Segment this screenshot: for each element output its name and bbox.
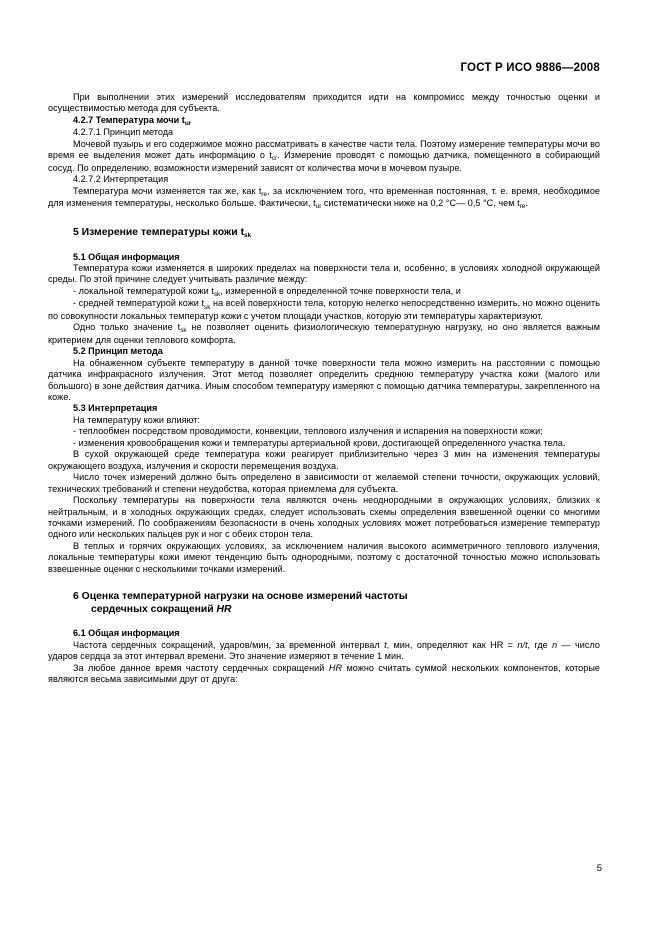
heading-section-6 <box>48 590 600 616</box>
paragraph-heart-rate-def-part3: , где <box>527 639 553 650</box>
symbol-n: n <box>552 639 558 650</box>
bullet-local-skin-temp-part2: , измеренной в определенной точке поверхности тела, и <box>220 285 461 296</box>
page-number: 5 <box>596 863 602 874</box>
paragraph-urine-interp-part2: , за исключением того, что временная постоянная, т. е. время, необходимое для изменения температуры, несколько больше. Фактически, t <box>48 185 600 209</box>
heading-4-2-7-subscript: ur <box>184 120 192 128</box>
paragraph-warm-environment: В теплых и горячих окружающих условиях, за исключением наличия высокого асимметричного теплового излучения, локальные температуры кожи имеют тенденцию быть однородными, поэтому с достаточной точностью можно использовать взвешенные оценки с несколькими точками измерений. <box>48 540 600 574</box>
heading-4-2-7-text: 4.2.7 Температура мочи t <box>73 114 185 125</box>
paragraph-urine-interp-part4: . <box>525 198 528 209</box>
paragraph-urine-principle-part2: . Измерение проводят с помощью датчика, помещенного в собирающий сосуд. По определению, возможности измерений зависят от количества мочи в мочевом пузыре. <box>48 150 600 173</box>
page-header: ГОСТ Р ИСО 9886—2008 <box>460 62 600 74</box>
paragraph-nonuniform-temps: Поскольку температуры на поверхности тела являются очень неоднородными в окружающих условиях, близких к нейтральным, и в холодных окружающих средах, следует использовать схемы определения взвешенной оценки со многими точками измерений. По соображениям безопасности в очень холодных условиях может потребоваться измерение температур одного или нескольких пальцев рук и ног с обеих сторон тела. <box>48 495 600 540</box>
bullet-mean-skin-temp-part1: - средней температурой кожи t <box>73 298 205 309</box>
subscript-ur: ur <box>315 203 322 211</box>
paragraph-heart-rate-def <box>48 640 600 663</box>
subscript-sk-2: sk <box>204 303 211 311</box>
bullet-heat-exchange: - теплообмен посредством проводимости, конвекции, теплового излучения и испарения на поверхности кожи; <box>73 426 543 437</box>
heading-section-5 <box>48 226 600 240</box>
paragraph-urine-principle-part1: Мочевой пузырь и его содержимое можно рассматривать в качестве части тела. Поэтому измерение температуры мочи во время ее выделения может дать информацию о t <box>48 138 600 161</box>
symbol-t: t <box>384 639 387 650</box>
bullet-local-skin-temp <box>48 286 600 298</box>
heading-section-6-line1: 6 Оценка температурной нагрузки на основе измерений частоты <box>73 591 408 603</box>
bullet-blood-circulation: - изменения кровообращения кожи и температуры артериальной крови, достигающей определенного участка тела. <box>73 437 566 448</box>
paragraph-skin-single-value <box>48 322 600 346</box>
heading-section-6-hr-symbol: HR <box>216 604 232 616</box>
heading-section-5-subscript: sk <box>244 231 252 239</box>
paragraph-interpretation-lead: На температуру кожи влияют: <box>73 414 200 425</box>
heading-section-6-line2 <box>73 603 600 616</box>
paragraph-skin-single-value-part2: не позволяет оценить физиологическую температурную нагрузку, но оно является важным критерием для оценки теплового комфорта. <box>48 322 600 345</box>
heading-6-1: 6.1 Общая информация <box>73 628 180 639</box>
paragraph-heart-rate-components-part1: За любое данное время частоту сердечных сокращений <box>73 662 329 673</box>
subscript-re-2: re <box>519 203 526 211</box>
paragraph-heart-rate-def-part2: , мин, определяют как HR = <box>386 639 518 650</box>
symbol-hr: HR <box>328 662 343 673</box>
subscript-sk-1: sk <box>213 291 221 299</box>
document-body <box>48 92 600 685</box>
paragraph-urine-interp-part3: систематически ниже на 0,2 °С— 0,5 °С, чем t <box>321 198 520 209</box>
heading-5-1: 5.1 Общая информация <box>73 251 180 262</box>
heading-5-2: 5.2 Принцип метода <box>73 346 163 357</box>
paragraph-heart-rate-def-part4: — число ударов сердца за этот интервал времени. Это значение измеряют в течение 1 мин. <box>48 639 600 662</box>
paragraph-number-of-points: Число точек измерений должно быть определено в зависимости от желаемой степени точности, окружающих условий, технических требований и степени неудобства, которая приемлема для субъекта. <box>48 472 600 494</box>
paragraph-urine-principle <box>48 139 600 174</box>
subscript-cr: cr <box>271 155 278 163</box>
paragraph-heart-rate-components <box>48 663 600 686</box>
paragraph-dry-environment: В сухой окружающей среде температура кожи реагирует приблизительно через 3 мин на изменения температуры окружающего воздуха, излучения и скорости перемещения воздуха. <box>48 449 600 471</box>
subscript-re-1: re <box>261 190 268 198</box>
paragraph-skin-general: Температура кожи изменяется в широких пределах на поверхности тела и, особенно, в условиях холодной окружающей среды. По этой причине следует учитывать различие между: <box>48 262 600 285</box>
bullet-mean-skin-temp <box>48 298 600 322</box>
heading-4-2-7-2: 4.2.7.2 Интерпретация <box>73 174 169 185</box>
bullet-local-skin-temp-part1: - локальной температурой кожи t <box>73 285 214 296</box>
heading-5-3: 5.3 Интерпретация <box>73 403 158 414</box>
paragraph-skin-single-value-part1: Одно только значение t <box>73 322 181 333</box>
symbol-n-over-t: n/t <box>517 639 528 650</box>
heading-4-2-7-1: 4.2.7.1 Принцип метода <box>73 127 174 138</box>
paragraph-intro: При выполнении этих измерений исследователям приходится идти на компромисс между точностью оценки и осуществимостью метода для субъекта. <box>48 92 600 114</box>
heading-4-2-7 <box>48 115 600 127</box>
paragraph-heart-rate-components-part2: можно считать суммой нескольких компонентов, которые являются весьма зависимыми друг от друга: <box>48 662 601 685</box>
subscript-sk-3: sk <box>180 327 187 335</box>
bullet-mean-skin-temp-part2: на всей поверхности тела, которую нелегко непосредственно измерить, но можно оценить по совокупности локальных температур кожи с учетом площади участков, которую эти температуры характеризуют. <box>48 298 600 321</box>
heading-section-5-text: 5 Измерение температуры кожи t <box>73 226 245 238</box>
paragraph-heart-rate-def-part1: Частота сердечных сокращений, ударов/мин, за временной интервал <box>73 639 385 650</box>
paragraph-urine-interpretation <box>48 186 600 211</box>
heading-section-6-line2-text: сердечных сокращений <box>91 604 217 616</box>
paragraph-urine-interp-part1: Температура мочи изменяется так же, как t <box>73 185 262 196</box>
paragraph-method-principle: На обнаженном субъекте температуру в данной точке поверхности тела можно измерить на расстоянии с помощью датчика инфракрасного излучения. Этот метод позволяет определить среднюю температуру участка кожи (малого или большого) в зоне действия датчика. Иным способом температуру измеряют с помощью датчика температуры, закрепленного на коже. <box>48 357 600 402</box>
